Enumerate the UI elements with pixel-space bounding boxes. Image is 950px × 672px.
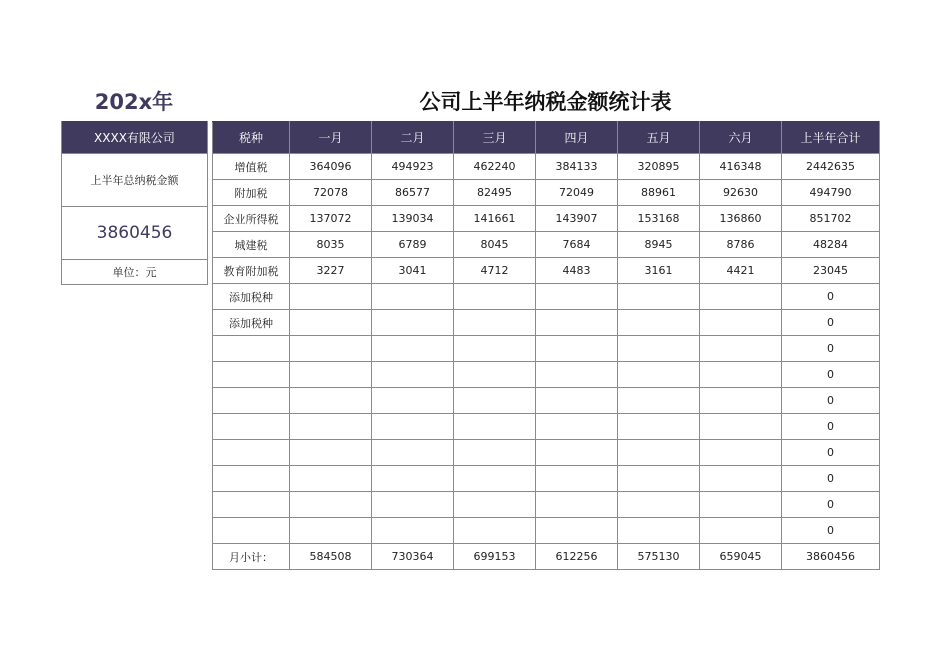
table-row bbox=[213, 154, 880, 180]
month-value-cell[interactable]: 82495 bbox=[454, 180, 536, 206]
month-value-cell[interactable]: 8045 bbox=[454, 232, 536, 258]
month-value-cell[interactable] bbox=[454, 336, 536, 362]
month-value-cell[interactable]: 6789 bbox=[372, 232, 454, 258]
month-value-cell[interactable] bbox=[618, 310, 700, 336]
month-value-cell[interactable] bbox=[290, 388, 372, 414]
row-total-cell[interactable]: 0 bbox=[782, 492, 880, 518]
unit-label[interactable]: 单位：元 bbox=[62, 259, 207, 284]
month-value-cell[interactable]: 8945 bbox=[618, 232, 700, 258]
month-value-cell[interactable] bbox=[618, 440, 700, 466]
month-value-cell[interactable] bbox=[700, 310, 782, 336]
table-row bbox=[213, 180, 880, 206]
header-month-2[interactable]: 二月 bbox=[372, 122, 454, 154]
tax-type-cell[interactable]: 增值税 bbox=[213, 154, 290, 180]
month-value-cell[interactable]: 320895 bbox=[618, 154, 700, 180]
row-total-cell[interactable]: 0 bbox=[782, 310, 880, 336]
row-total-cell[interactable]: 0 bbox=[782, 518, 880, 544]
header-month-3[interactable]: 三月 bbox=[454, 122, 536, 154]
row-total-cell[interactable]: 0 bbox=[782, 440, 880, 466]
tax-type-cell[interactable]: 添加税种 bbox=[213, 310, 290, 336]
month-value-cell[interactable]: 139034 bbox=[372, 206, 454, 232]
tax-type-cell[interactable] bbox=[213, 466, 290, 492]
table-row bbox=[213, 414, 880, 440]
month-value-cell[interactable] bbox=[290, 466, 372, 492]
month-value-cell[interactable] bbox=[454, 518, 536, 544]
month-value-cell[interactable] bbox=[290, 492, 372, 518]
month-value-cell[interactable] bbox=[372, 440, 454, 466]
tax-type-cell[interactable] bbox=[213, 440, 290, 466]
table-row bbox=[213, 388, 880, 414]
month-value-cell[interactable] bbox=[700, 336, 782, 362]
month-value-cell[interactable] bbox=[454, 284, 536, 310]
month-value-cell[interactable]: 3041 bbox=[372, 258, 454, 284]
header-month-1[interactable]: 一月 bbox=[290, 122, 372, 154]
month-value-cell[interactable] bbox=[618, 466, 700, 492]
month-value-cell[interactable] bbox=[618, 336, 700, 362]
row-total-cell[interactable]: 0 bbox=[782, 336, 880, 362]
month-value-cell[interactable] bbox=[372, 336, 454, 362]
month-value-cell[interactable]: 88961 bbox=[618, 180, 700, 206]
month-value-cell[interactable]: 364096 bbox=[290, 154, 372, 180]
month-value-cell[interactable]: 86577 bbox=[372, 180, 454, 206]
month-value-cell[interactable] bbox=[536, 336, 618, 362]
month-value-cell[interactable]: 4483 bbox=[536, 258, 618, 284]
month-value-cell[interactable] bbox=[700, 492, 782, 518]
tax-type-cell[interactable]: 城建税 bbox=[213, 232, 290, 258]
table-row bbox=[213, 492, 880, 518]
month-value-cell[interactable] bbox=[536, 284, 618, 310]
subtotal-cell[interactable]: 730364 bbox=[372, 544, 454, 570]
month-value-cell[interactable]: 8035 bbox=[290, 232, 372, 258]
month-value-cell[interactable] bbox=[700, 362, 782, 388]
row-total-cell[interactable]: 0 bbox=[782, 388, 880, 414]
table-row bbox=[213, 362, 880, 388]
row-total-cell[interactable]: 851702 bbox=[782, 206, 880, 232]
tax-type-cell[interactable]: 添加税种 bbox=[213, 284, 290, 310]
total-tax-value[interactable]: 3860456 bbox=[62, 206, 207, 259]
month-value-cell[interactable] bbox=[536, 388, 618, 414]
year-label: 202x年 bbox=[94, 90, 174, 114]
month-value-cell[interactable] bbox=[536, 310, 618, 336]
tax-type-cell[interactable]: 企业所得税 bbox=[213, 206, 290, 232]
month-value-cell[interactable] bbox=[700, 440, 782, 466]
month-value-cell[interactable] bbox=[290, 284, 372, 310]
subtotal-cell[interactable]: 699153 bbox=[454, 544, 536, 570]
month-value-cell[interactable] bbox=[454, 310, 536, 336]
header-month-4[interactable]: 四月 bbox=[536, 122, 618, 154]
month-value-cell[interactable] bbox=[454, 440, 536, 466]
row-total-cell[interactable]: 0 bbox=[782, 284, 880, 310]
month-value-cell[interactable] bbox=[618, 518, 700, 544]
subtotal-cell[interactable]: 575130 bbox=[618, 544, 700, 570]
month-value-cell[interactable] bbox=[372, 362, 454, 388]
month-value-cell[interactable] bbox=[290, 310, 372, 336]
month-value-cell[interactable] bbox=[372, 492, 454, 518]
row-total-cell[interactable]: 2442635 bbox=[782, 154, 880, 180]
month-value-cell[interactable]: 4712 bbox=[454, 258, 536, 284]
table-row bbox=[213, 206, 880, 232]
table-row bbox=[213, 310, 880, 336]
table-row bbox=[213, 284, 880, 310]
month-value-cell[interactable] bbox=[454, 466, 536, 492]
tax-type-cell[interactable] bbox=[213, 336, 290, 362]
month-value-cell[interactable] bbox=[290, 414, 372, 440]
subtotal-cell[interactable]: 659045 bbox=[700, 544, 782, 570]
month-value-cell[interactable] bbox=[618, 362, 700, 388]
month-value-cell[interactable]: 7684 bbox=[536, 232, 618, 258]
tax-type-cell[interactable] bbox=[213, 492, 290, 518]
table-row bbox=[213, 440, 880, 466]
month-value-cell[interactable] bbox=[700, 466, 782, 492]
month-value-cell[interactable]: 143907 bbox=[536, 206, 618, 232]
table-header-row bbox=[213, 122, 880, 154]
month-value-cell[interactable] bbox=[372, 284, 454, 310]
month-value-cell[interactable] bbox=[372, 388, 454, 414]
company-name[interactable]: XXXX有限公司 bbox=[62, 121, 207, 153]
month-value-cell[interactable] bbox=[290, 336, 372, 362]
month-value-cell[interactable] bbox=[454, 492, 536, 518]
tax-type-cell[interactable] bbox=[213, 388, 290, 414]
month-value-cell[interactable] bbox=[290, 362, 372, 388]
month-value-cell[interactable]: 494923 bbox=[372, 154, 454, 180]
subtotal-cell[interactable]: 612256 bbox=[536, 544, 618, 570]
table-row bbox=[213, 518, 880, 544]
month-value-cell[interactable]: 136860 bbox=[700, 206, 782, 232]
table-row bbox=[213, 232, 880, 258]
row-total-cell[interactable]: 0 bbox=[782, 466, 880, 492]
header-month-6[interactable]: 六月 bbox=[700, 122, 782, 154]
month-value-cell[interactable]: 416348 bbox=[700, 154, 782, 180]
month-value-cell[interactable]: 92630 bbox=[700, 180, 782, 206]
subtotal-cell[interactable]: 584508 bbox=[290, 544, 372, 570]
tax-type-cell[interactable]: 附加税 bbox=[213, 180, 290, 206]
row-total-cell[interactable]: 48284 bbox=[782, 232, 880, 258]
month-value-cell[interactable] bbox=[700, 518, 782, 544]
month-value-cell[interactable]: 462240 bbox=[454, 154, 536, 180]
tax-type-cell[interactable]: 教育附加税 bbox=[213, 258, 290, 284]
month-value-cell[interactable] bbox=[618, 492, 700, 518]
tax-type-cell[interactable] bbox=[213, 414, 290, 440]
month-value-cell[interactable] bbox=[290, 440, 372, 466]
header-tax-type[interactable]: 税种 bbox=[213, 122, 290, 154]
month-value-cell[interactable]: 4421 bbox=[700, 258, 782, 284]
month-value-cell[interactable]: 384133 bbox=[536, 154, 618, 180]
row-total-cell[interactable]: 0 bbox=[782, 362, 880, 388]
month-value-cell[interactable]: 3227 bbox=[290, 258, 372, 284]
month-value-cell[interactable] bbox=[372, 414, 454, 440]
total-tax-label[interactable]: 上半年总纳税金额 bbox=[62, 153, 207, 206]
month-value-cell[interactable] bbox=[454, 388, 536, 414]
tax-type-cell[interactable] bbox=[213, 518, 290, 544]
tax-type-cell[interactable] bbox=[213, 362, 290, 388]
month-value-cell[interactable] bbox=[700, 388, 782, 414]
month-value-cell[interactable] bbox=[454, 414, 536, 440]
month-value-cell[interactable] bbox=[536, 362, 618, 388]
month-value-cell[interactable] bbox=[618, 388, 700, 414]
row-total-cell[interactable]: 494790 bbox=[782, 180, 880, 206]
month-value-cell[interactable]: 3161 bbox=[618, 258, 700, 284]
month-value-cell[interactable] bbox=[372, 310, 454, 336]
month-value-cell[interactable]: 72049 bbox=[536, 180, 618, 206]
month-value-cell[interactable]: 153168 bbox=[618, 206, 700, 232]
tax-table bbox=[212, 121, 880, 570]
month-value-cell[interactable] bbox=[372, 518, 454, 544]
month-value-cell[interactable]: 8786 bbox=[700, 232, 782, 258]
month-value-cell[interactable] bbox=[700, 414, 782, 440]
table-row bbox=[213, 466, 880, 492]
table-row bbox=[213, 258, 880, 284]
row-total-cell[interactable]: 0 bbox=[782, 414, 880, 440]
month-value-cell[interactable] bbox=[536, 414, 618, 440]
subtotal-row bbox=[213, 544, 880, 570]
subtotal-cell[interactable]: 3860456 bbox=[782, 544, 880, 570]
month-value-cell[interactable] bbox=[618, 284, 700, 310]
summary-panel bbox=[61, 121, 208, 285]
month-value-cell[interactable] bbox=[618, 414, 700, 440]
month-value-cell[interactable] bbox=[536, 440, 618, 466]
month-value-cell[interactable]: 137072 bbox=[290, 206, 372, 232]
month-value-cell[interactable] bbox=[454, 362, 536, 388]
page-title: 公司上半年纳税金额统计表 bbox=[419, 90, 672, 114]
row-total-cell[interactable]: 23045 bbox=[782, 258, 880, 284]
month-value-cell[interactable] bbox=[536, 466, 618, 492]
table-row bbox=[213, 336, 880, 362]
month-value-cell[interactable] bbox=[700, 284, 782, 310]
month-value-cell[interactable]: 72078 bbox=[290, 180, 372, 206]
header-half-year-total[interactable]: 上半年合计 bbox=[782, 122, 880, 154]
subtotal-label[interactable]: 月小计： bbox=[213, 544, 290, 570]
month-value-cell[interactable] bbox=[372, 466, 454, 492]
month-value-cell[interactable]: 141661 bbox=[454, 206, 536, 232]
month-value-cell[interactable] bbox=[290, 518, 372, 544]
month-value-cell[interactable] bbox=[536, 518, 618, 544]
header-month-5[interactable]: 五月 bbox=[618, 122, 700, 154]
month-value-cell[interactable] bbox=[536, 492, 618, 518]
